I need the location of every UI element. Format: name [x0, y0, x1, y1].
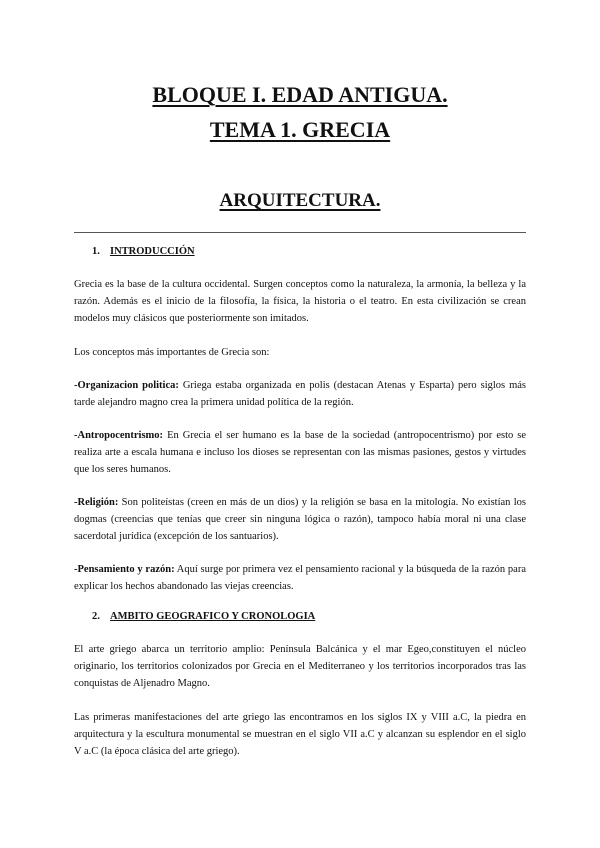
concept-text: En Grecia el ser humano es la base de la sociedad (antropocentrismo) por esto se realiza arte a escala humana e incluso los dioses se representan con las mismas pasiones, gestos y virtudes que los seres humanos. — [74, 430, 526, 475]
horizontal-divider — [74, 232, 526, 233]
concept-label: -Pensamiento y razón: — [74, 564, 175, 575]
concept-text: Griega estaba organizada en polis (destacan Atenas y Esparta) pero siglos más tarde alejandro magno crea la primera unidad política de la región. — [74, 380, 526, 408]
concept-organizacion-politica — [74, 377, 526, 411]
heading-text: AMBITO GEOGRAFICO Y CRONOLOGIA — [110, 611, 316, 622]
document-title: BLOQUE I. EDAD ANTIGUA. — [152, 82, 448, 107]
section-title: ARQUITECTURA. — [219, 190, 381, 211]
heading-text: INTRODUCCIÓN — [110, 246, 195, 257]
geo-paragraph-cronologia: Las primeras manifestaciones del arte griego las encontramos en los siglos IX y VIII a.C, la piedra en arquitectura y la escultura monumental se muestran en el siglo VII a.C y alcanzan su esplendor en el siglo V a.C (la época clásica del arte griego). — [74, 712, 526, 757]
heading-ambito-geografico — [92, 611, 315, 622]
concept-pensamiento-razon — [74, 561, 526, 595]
concept-text: Son politeístas (creen en más de un dios) y la religión se basa en la mitología. No existían los dogmas (creencias que tenías que creer sin ninguna lógica o razón), tampoco había moral ni una clase sacerdotal jurídica (excepción de los santuarios). — [74, 497, 526, 542]
intro-paragraph: Grecia es la base de la cultura occidental. Surgen conceptos como la naturaleza, la armonía, la belleza y la razón. Además es el inicio de la filosofía, la física, la historia o el teatro. En esta civilización se crean modelos muy clásicos que posteriormente son imitados. — [74, 279, 526, 324]
concept-antropocentrismo — [74, 427, 526, 478]
concept-text: Aquí surge por primera vez el pensamiento racional y la búsqueda de la razón para explicar los hechos abandonado las viejas creencias. — [74, 564, 526, 592]
concept-label: -Religión: — [74, 497, 119, 508]
concept-label: -Organizacion politica: — [74, 380, 179, 391]
heading-number: 2. — [92, 611, 100, 622]
concept-religion — [74, 494, 526, 545]
geo-paragraph-territorio: El arte griego abarca un territorio amplio: Península Balcánica y el mar Egeo,constituyen el núcleo originario, los territorios colonizados por Grecia en el Mediterraneo y los territorios incorporados tras las conquistas de Aljenadro Magno. — [74, 644, 526, 689]
heading-number: 1. — [92, 246, 100, 257]
concepts-intro: Los conceptos más importantes de Grecia son: — [74, 347, 270, 358]
heading-introduccion — [92, 246, 195, 257]
concept-label: -Antropocentrismo: — [74, 430, 164, 441]
document-subtitle: TEMA 1. GRECIA — [209, 117, 391, 142]
